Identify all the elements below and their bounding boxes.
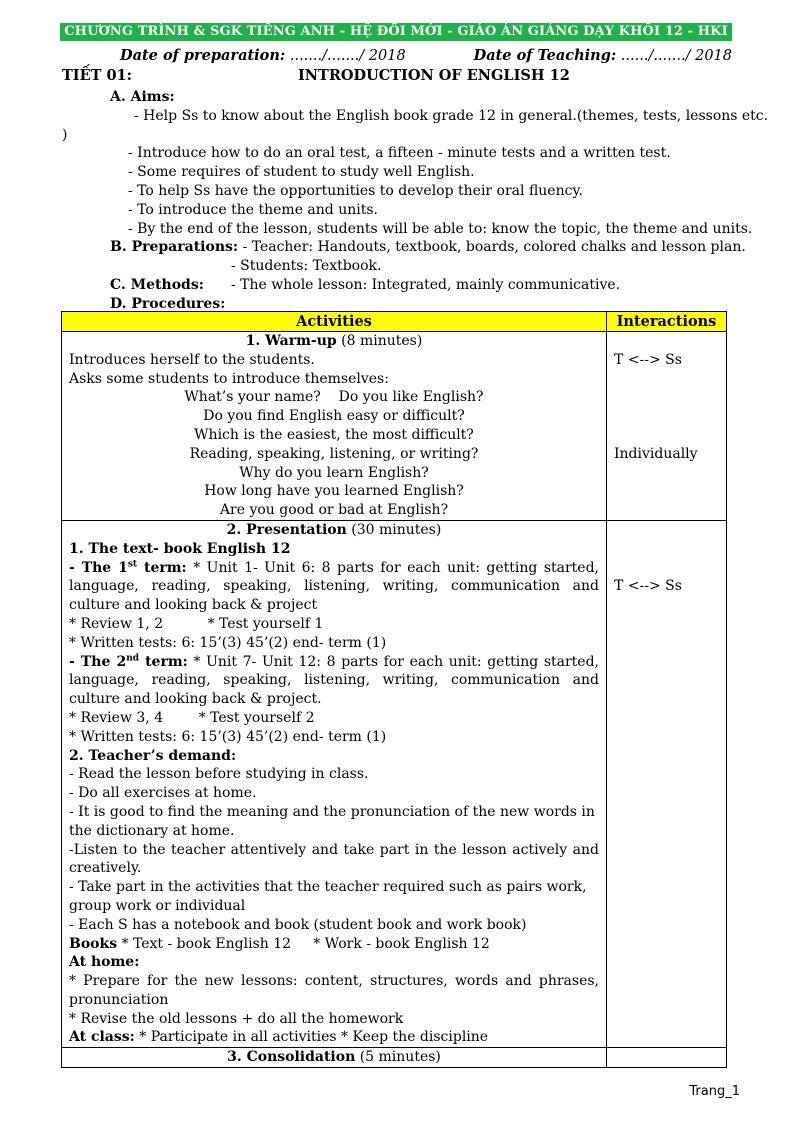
presentation-activities [62, 520, 607, 1047]
aims-heading: A. Aims: [110, 89, 175, 105]
aims-item: - To introduce the theme and units. [128, 201, 378, 218]
warmup-activities [62, 332, 607, 521]
preparation-date: Date of preparation: ......./......./ 2018 [120, 47, 406, 64]
demand-item: - It is good to find the meaning and the pronunciation of the new words in the dictionary at home. [69, 803, 595, 839]
demand-item: - Do all exercises at home. [69, 785, 257, 802]
at-class-line: At class: * Participate in all activities * Keep the discipline [69, 1029, 489, 1046]
col-interactions: Interactions [607, 312, 727, 332]
procedures-table [61, 311, 727, 1068]
demand-item: -Listen to the teacher attentively and take part in the lesson actively and creatively. [69, 841, 599, 877]
consolidation-interactions [607, 1048, 727, 1068]
warmup-question: Reading, speaking, listening, or writing? [189, 445, 479, 462]
lesson-title: INTRODUCTION OF ENGLISH 12 [298, 67, 570, 84]
methods-line: C. Methods: - The whole lesson: Integrated, mainly communicative. [110, 276, 621, 293]
consolidation-activities [62, 1048, 607, 1068]
warmup-question: Do you find English easy or difficult? [203, 408, 465, 425]
warmup-question: Why do you learn English? [239, 464, 429, 481]
table-row-presentation [62, 520, 727, 1047]
demand-item: - Take part in the activities that the teacher required such as pairs work, group work or individual [69, 879, 587, 914]
consolidation-title: 3. Consolidation (5 minutes) [227, 1049, 441, 1066]
demand-heading: 2. Teacher’s demand: [69, 747, 237, 764]
aims-item: - Introduce how to do an oral test, a fifteen - minute tests and a written test. [128, 145, 671, 162]
written-tests-line: * Written tests: 6: 15’(3) 45’(2) end- term (1) [69, 634, 387, 651]
presentation-interactions [607, 520, 727, 1047]
review-line: * Review 1, 2 * Test yourself 1 [69, 615, 324, 632]
warmup-question: Which is the easiest, the most difficult? [194, 426, 474, 443]
at-home-heading: At home: [69, 954, 140, 971]
term2-paragraph: - The 2nd term: * Unit 7- Unit 12: 8 parts for each unit: getting started, language, reading, speaking, listening, writing, communication and culture and looking back & project. [69, 652, 599, 708]
interaction-label: T <--> Ss [614, 351, 682, 368]
warmup-title: 1. Warm-up (8 minutes) [245, 333, 423, 349]
books-line: Books * Text - book English 12 * Work - book English 12 [69, 935, 490, 952]
aims-item: - By the end of the lesson, students will be able to: know the topic, the theme and units. [128, 220, 753, 237]
warmup-question: What’s your name? Do you like English? [184, 389, 484, 406]
warmup-line: Asks some students to introduce themselves: [69, 370, 389, 387]
warmup-question: Are you good or bad at English? [219, 502, 449, 519]
aims-line: - Help Ss to know about the English book grade 12 in general.(themes, tests, lessons etc. [134, 107, 769, 124]
interaction-label: Individually [614, 445, 698, 462]
teaching-date: Date of Teaching: ....../......./ 2018 [473, 47, 732, 64]
procedures-heading: D. Procedures: [110, 295, 226, 312]
warmup-line: Introduces herself to the students. [69, 351, 315, 368]
aims-line-cont: ) [62, 126, 68, 143]
preparations-students: - Students: Textbook. [231, 258, 382, 275]
aims-item: - To help Ss have the opportunities to develop their oral fluency. [128, 182, 583, 199]
table-row-consolidation [62, 1048, 727, 1068]
term1-paragraph: - The 1st term: * Unit 1- Unit 6: 8 parts for each unit: getting started, language, reading, speaking, listening, writing, communication and culture and looking back & project [69, 558, 600, 614]
lesson-plan-intro [62, 88, 769, 314]
demand-item: - Read the lesson before studying in class. [69, 766, 369, 783]
lesson-number: TIẾT 01: [62, 67, 132, 84]
warmup-interactions [607, 332, 727, 521]
written-tests-line: * Written tests: 6: 15’(3) 45’(2) end- term (1) [69, 728, 387, 745]
header-banner: CHƯƠNG TRÌNH & SGK TIẾNG ANH - HỆ ĐỔI MỚI - GIÁO ÁN GIẢNG DẠY KHỐI 12 - HKI [60, 23, 732, 41]
preparations-heading: B. Preparations: [110, 239, 239, 256]
table-row-warmup [62, 332, 727, 521]
warmup-question: How long have you learned English? [204, 483, 464, 500]
review-line: * Review 3, 4 * Test yourself 2 [69, 709, 315, 726]
presentation-title: 2. Presentation (30 minutes) [226, 521, 442, 538]
home-item: * Prepare for the new lessons: content, structures, words and phrases, pronunciation [69, 973, 599, 1008]
home-item: * Revise the old lessons + do all the homework [69, 1010, 404, 1027]
col-activities: Activities [62, 312, 607, 332]
textbook-heading: 1. The text- book English 12 [69, 540, 291, 557]
demand-item: - Each S has a notebook and book (student book and work book) [69, 916, 527, 933]
methods-heading: C. Methods: [110, 276, 204, 293]
preparations-teacher: B. Preparations: - Teacher: Handouts, textbook, boards, colored chalks and lesson plan. [110, 239, 746, 256]
aims-item: - Some requires of student to study well English. [128, 164, 475, 181]
interaction-label: T <--> Ss [614, 578, 682, 595]
table-header-row [62, 312, 727, 332]
page-number: Trang_1 [689, 1084, 740, 1099]
